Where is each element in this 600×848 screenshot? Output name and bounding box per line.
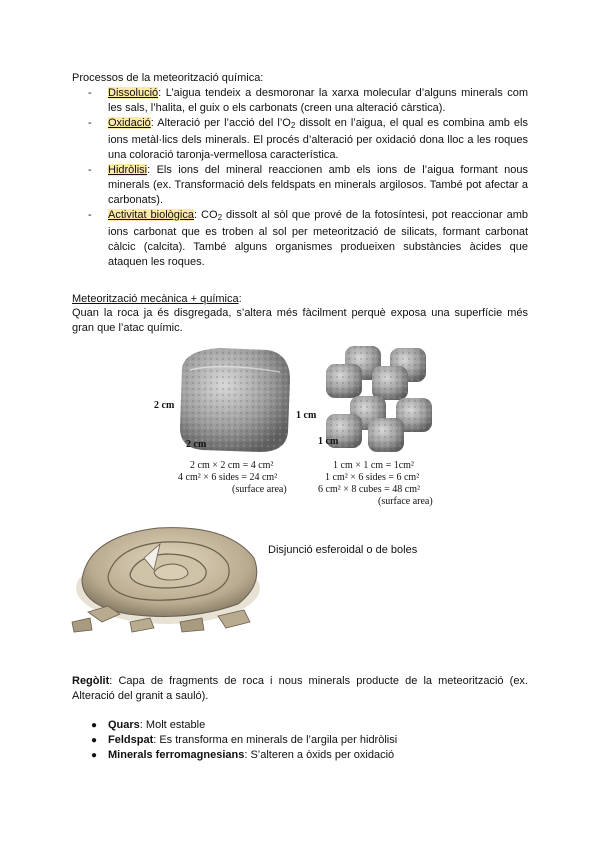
- mechanical-text: Quan la roca ja és disgregada, s’altera més fàcilment perquè exposa una superfície més gran que l’atac químic.: [72, 307, 528, 334]
- subscript: 2: [217, 213, 223, 222]
- small-cubes: [326, 346, 432, 452]
- processes-title: Processos de la meteorització química:: [72, 72, 264, 84]
- mechanical-title-row: [72, 292, 242, 307]
- regolit-paragraph: [72, 674, 528, 704]
- term-hidrolisi: Hidròlisi: [108, 164, 148, 176]
- item-text-post: dissolt en l’aigua, el qual es combina amb els ions metàl·lics dels minerals. El procés d’alteració per oxidació dona lloc a les roques una coloració taronja-vermellosa característica.: [108, 117, 528, 161]
- bullet-icon: ●: [91, 735, 98, 746]
- large-cube-calc-1: 2 cm × 2 cm = 4 cm²: [190, 460, 274, 471]
- mineral-term: Minerals ferromagnesians: [108, 749, 245, 761]
- mineral-term: Quars: [108, 719, 140, 731]
- list-item-hidrolisi: [88, 163, 528, 208]
- large-cube-calc-2: 4 cm² × 6 sides = 24 cm²: [178, 472, 278, 483]
- term-oxidacio: Oxidació: [108, 117, 151, 129]
- dash-bullet: -: [88, 164, 92, 176]
- mineral-text: : Es transforma en minerals de l’argila per hidròlisi: [153, 734, 398, 746]
- regolit-text: : Capa de fragments de roca i nous minerals producte de la meteorització (ex. Alteració del granit a sauló).: [72, 675, 528, 702]
- bullet-icon: ●: [91, 750, 98, 761]
- term-activitat-biologica: Activitat biològica: [108, 209, 194, 221]
- large-cube-side-label: 2 cm: [154, 400, 175, 411]
- small-cube-calc-3: 6 cm² × 8 cubes = 48 cm²: [318, 484, 420, 495]
- term-dissolucio: Dissolució: [108, 87, 159, 99]
- regolit-term: Regòlit: [72, 675, 110, 687]
- large-cube-bottom-label: 2 cm: [186, 439, 207, 450]
- mechanical-colon: :: [238, 293, 242, 305]
- item-text: : Els ions del mineral reaccionen amb els ions de l’aigua formant nous minerals (ex. Transformació dels feldspats en minerals argilosos. També pot afectar a carbonats).: [108, 164, 528, 206]
- small-cube-calc-4: (surface area): [378, 496, 433, 507]
- small-cube-bottom-label: 1 cm: [318, 436, 339, 447]
- mineral-text: : Molt estable: [139, 719, 206, 731]
- bullet-icon: ●: [91, 720, 98, 731]
- item-text: : L’aigua tendeix a desmoronar la xarxa molecular d’alguns minerals com les sals, l’halita, el guix o els carbonats (creen una alteració càrstica).: [108, 87, 528, 114]
- dash-bullet: -: [88, 117, 92, 129]
- subscript: 2: [290, 121, 296, 130]
- dash-bullet: -: [88, 209, 92, 221]
- mineral-list: [88, 718, 397, 763]
- spheroidal-boulder-figure: [68, 518, 268, 643]
- boulder-illustration: [68, 518, 268, 643]
- mechanical-title: Meteorització mecànica + química: [72, 293, 239, 305]
- surface-area-figure: [150, 340, 450, 515]
- item-text: : CO: [193, 209, 218, 221]
- mineral-term: Feldspat: [108, 734, 154, 746]
- item-text: : Alteració per l’acció del l’O: [150, 117, 291, 129]
- small-cube-side-label: 1 cm: [296, 410, 317, 421]
- processes-list: [88, 86, 528, 270]
- mineral-text: : S’alteren a òxids per oxidació: [244, 749, 395, 761]
- dash-bullet: -: [88, 87, 92, 99]
- list-item-activitat-biologica: [88, 208, 528, 270]
- boulder-caption: Disjunció esferoidal o de boles: [268, 544, 418, 556]
- item-text-post: dissolt al sòl que prové de la fotosíntesi, pot reaccionar amb ions carbonat que es troben al sol per meteorització de silicats, formant carbonat càlcic (calcita). També alguns organismes produeixen substàncies àcides que ataquen les roques.: [108, 209, 528, 268]
- small-cube-calc-1: 1 cm × 1 cm = 1cm²: [333, 460, 414, 471]
- large-cube-calc-3: (surface area): [232, 484, 287, 495]
- list-item-dissolucio: [88, 86, 528, 116]
- list-item-quars: [88, 718, 397, 733]
- small-cube-calc-2: 1 cm² × 6 sides = 6 cm²: [325, 472, 420, 483]
- list-item-feldspat: [88, 733, 397, 748]
- list-item-ferromagnesians: [88, 748, 397, 763]
- list-item-oxidacio: [88, 116, 528, 163]
